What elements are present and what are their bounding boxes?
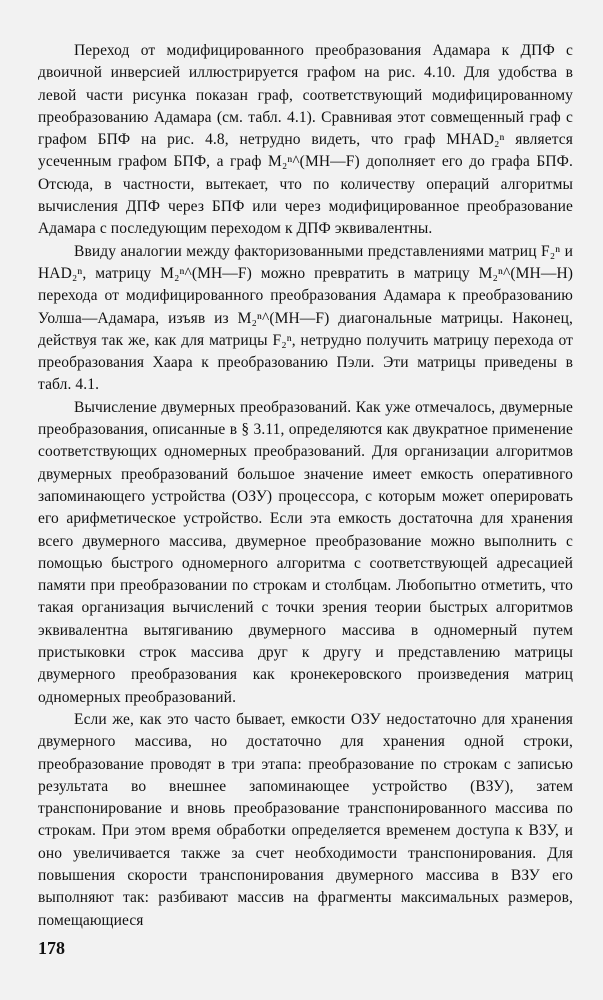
paragraph-1: Переход от модифицированного преобразования Адамара к ДПФ с двоичной инверсией иллюстрируется графом на рис. 4.10. Для удобства в левой части рисунка показан граф, соответствующий модифицированному преобразованию Адамара (см. табл. 4.1). Сравнивая этот совмещенный граф с графом БПФ на рис. 4.8, нетрудно видеть, что граф MHAD₂ⁿ является усеченным графом БПФ, а граф M₂ⁿ^(MH—F) дополняет его до графа БПФ. Отсюда, в частности, вытекает, что по количеству операций алгоритмы вычисления ДПФ через БПФ или через модифицированное преобразование Адамара с последующим переходом к ДПФ эквивалентны. <box>38 42 573 238</box>
page-number: 178 <box>38 938 65 958</box>
paragraph-2: Ввиду аналогии между факторизованными представлениями матриц F₂ⁿ и HAD₂ⁿ, матрицу M₂ⁿ^(MH—F) можно превратить в матрицу M₂ⁿ^(MH—H) перехода от модифицированного преобразования Адамара к преобразованию Уолша—Адамара, изъяв из M₂ⁿ^(MH—F) диагональные матрицы. Наконец, действуя так же, как для матрицы F₂ⁿ, нетрудно получить матрицу перехода от преобразования Хаара к преобразованию Пэли. Эти матрицы приведены в табл. 4.1. <box>38 242 573 394</box>
paragraph-3: Вычисление двумерных преобразований. Как уже отмечалось, двумерные преобразования, описанные в § 3.11, определяются как двукратное применение соответствующих одномерных преобразований. Для организации алгоритмов двумерных преобразований большое значение имеет емкость оперативного запоминающего устройства (ОЗУ) процессора, с которым может оперировать его арифметическое устройство. Если эта емкость достаточна для хранения всего двумерного массива, двумерное преобразование можно выполнить с помощью быстрого одномерного алгоритма с соответствующей адресацией памяти при преобразовании по строкам и столбцам. Любопытно отметить, что такая организация вычислений с точки зрения теории быстрых алгоритмов эквивалентна вытягиванию двумерного массива в одномерный путем пристыковки строк массива друг к другу и представлению матрицы двумерного преобразования как кронекеровского произведения матриц одномерных преобразований. <box>38 398 573 706</box>
paragraph-4: Если же, как это часто бывает, емкости ОЗУ недостаточно для хранения двумерного массива, но достаточно для хранения одной строки, преобразование проводят в три этапа: преобразование по строкам с записью результата во внешнее запоминающее устройство (ВЗУ), затем транспонирование и вновь преобразование транспонированного массива по строкам. При этом время обработки определяется временем доступа к ВЗУ, и оно увеличивается также за счет необходимости транспонирования. Для повышения скорости транспонирования двумерного массива в ВЗУ его выполняют так: разбивают массив на фрагменты максимальных размеров, помещающиеся <box>38 710 573 929</box>
